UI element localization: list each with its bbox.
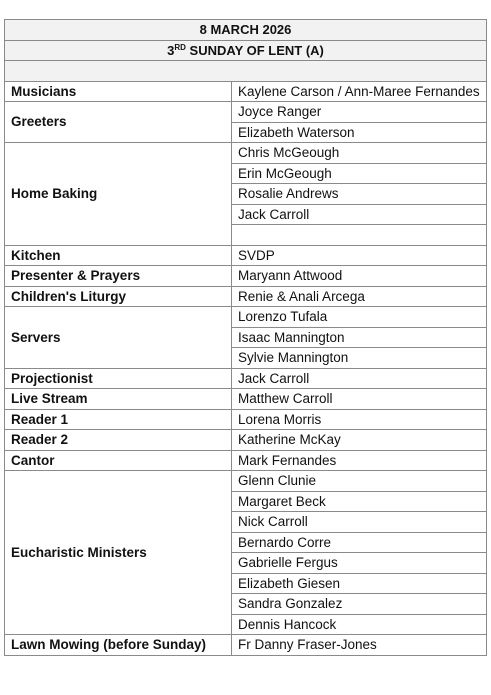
role-label: Cantor — [5, 450, 232, 471]
volunteer-name: Chris McGeough — [232, 143, 487, 164]
occasion-suffix: RD — [174, 42, 186, 52]
roster-row — [5, 450, 487, 471]
volunteer-name: Nick Carroll — [232, 512, 487, 533]
volunteer-name: Erin McGeough — [232, 163, 487, 184]
role-label: Projectionist — [5, 368, 232, 389]
volunteer-name: Dennis Hancock — [232, 614, 487, 635]
roster-row — [5, 81, 487, 102]
volunteer-name: Kaylene Carson / Ann-Maree Fernandes — [232, 81, 487, 102]
role-label: Children's Liturgy — [5, 286, 232, 307]
roster-table — [4, 19, 487, 656]
volunteer-name: SVDP — [232, 245, 487, 266]
roster-row — [5, 471, 487, 492]
roster-row — [5, 409, 487, 430]
volunteer-name: Lorenzo Tufala — [232, 307, 487, 328]
volunteer-name: Sylvie Mannington — [232, 348, 487, 369]
volunteer-name: Renie & Anali Arcega — [232, 286, 487, 307]
volunteer-name: Fr Danny Fraser-Jones — [232, 635, 487, 656]
occasion-title — [5, 40, 487, 61]
role-label: Reader 2 — [5, 430, 232, 451]
role-label: Live Stream — [5, 389, 232, 410]
volunteer-name: Maryann Attwood — [232, 266, 487, 287]
volunteer-name: Jack Carroll — [232, 204, 487, 225]
role-label: Reader 1 — [5, 409, 232, 430]
role-label: Greeters — [5, 102, 232, 143]
role-label: Servers — [5, 307, 232, 369]
volunteer-name: Glenn Clunie — [232, 471, 487, 492]
volunteer-name: Jack Carroll — [232, 368, 487, 389]
spacer-row — [5, 61, 487, 82]
volunteer-name: Lorena Morris — [232, 409, 487, 430]
roster-row — [5, 389, 487, 410]
roster-row — [5, 635, 487, 656]
volunteer-name: Bernardo Corre — [232, 532, 487, 553]
role-label: Presenter & Prayers — [5, 266, 232, 287]
roster-row — [5, 143, 487, 164]
volunteer-name: Mark Fernandes — [232, 450, 487, 471]
volunteer-name: Elizabeth Waterson — [232, 122, 487, 143]
occasion-rest: SUNDAY OF LENT (A) — [185, 42, 324, 58]
role-label: Musicians — [5, 81, 232, 102]
volunteer-name: Isaac Mannington — [232, 327, 487, 348]
volunteer-name: Katherine McKay — [232, 430, 487, 451]
roster-row — [5, 307, 487, 328]
role-label: Kitchen — [5, 245, 232, 266]
spacer-cell — [5, 61, 487, 82]
roster-row — [5, 266, 487, 287]
volunteer-name: Matthew Carroll — [232, 389, 487, 410]
roster-row — [5, 286, 487, 307]
roster-row — [5, 245, 487, 266]
volunteer-name: Gabrielle Fergus — [232, 553, 487, 574]
roster-row — [5, 430, 487, 451]
volunteer-name: Margaret Beck — [232, 491, 487, 512]
occasion-ordinal: 3 — [167, 42, 175, 58]
date-title: 8 MARCH 2026 — [5, 20, 487, 41]
role-label: Home Baking — [5, 143, 232, 246]
roster-body — [5, 81, 487, 655]
role-label: Lawn Mowing (before Sunday) — [5, 635, 232, 656]
roster-row — [5, 102, 487, 123]
roster-row — [5, 368, 487, 389]
roster-sheet — [4, 19, 486, 656]
volunteer-name — [232, 225, 487, 246]
volunteer-name: Sandra Gonzalez — [232, 594, 487, 615]
role-label: Eucharistic Ministers — [5, 471, 232, 635]
date-row — [5, 20, 487, 41]
volunteer-name: Rosalie Andrews — [232, 184, 487, 205]
occasion-row — [5, 40, 487, 61]
volunteer-name: Elizabeth Giesen — [232, 573, 487, 594]
volunteer-name: Joyce Ranger — [232, 102, 487, 123]
